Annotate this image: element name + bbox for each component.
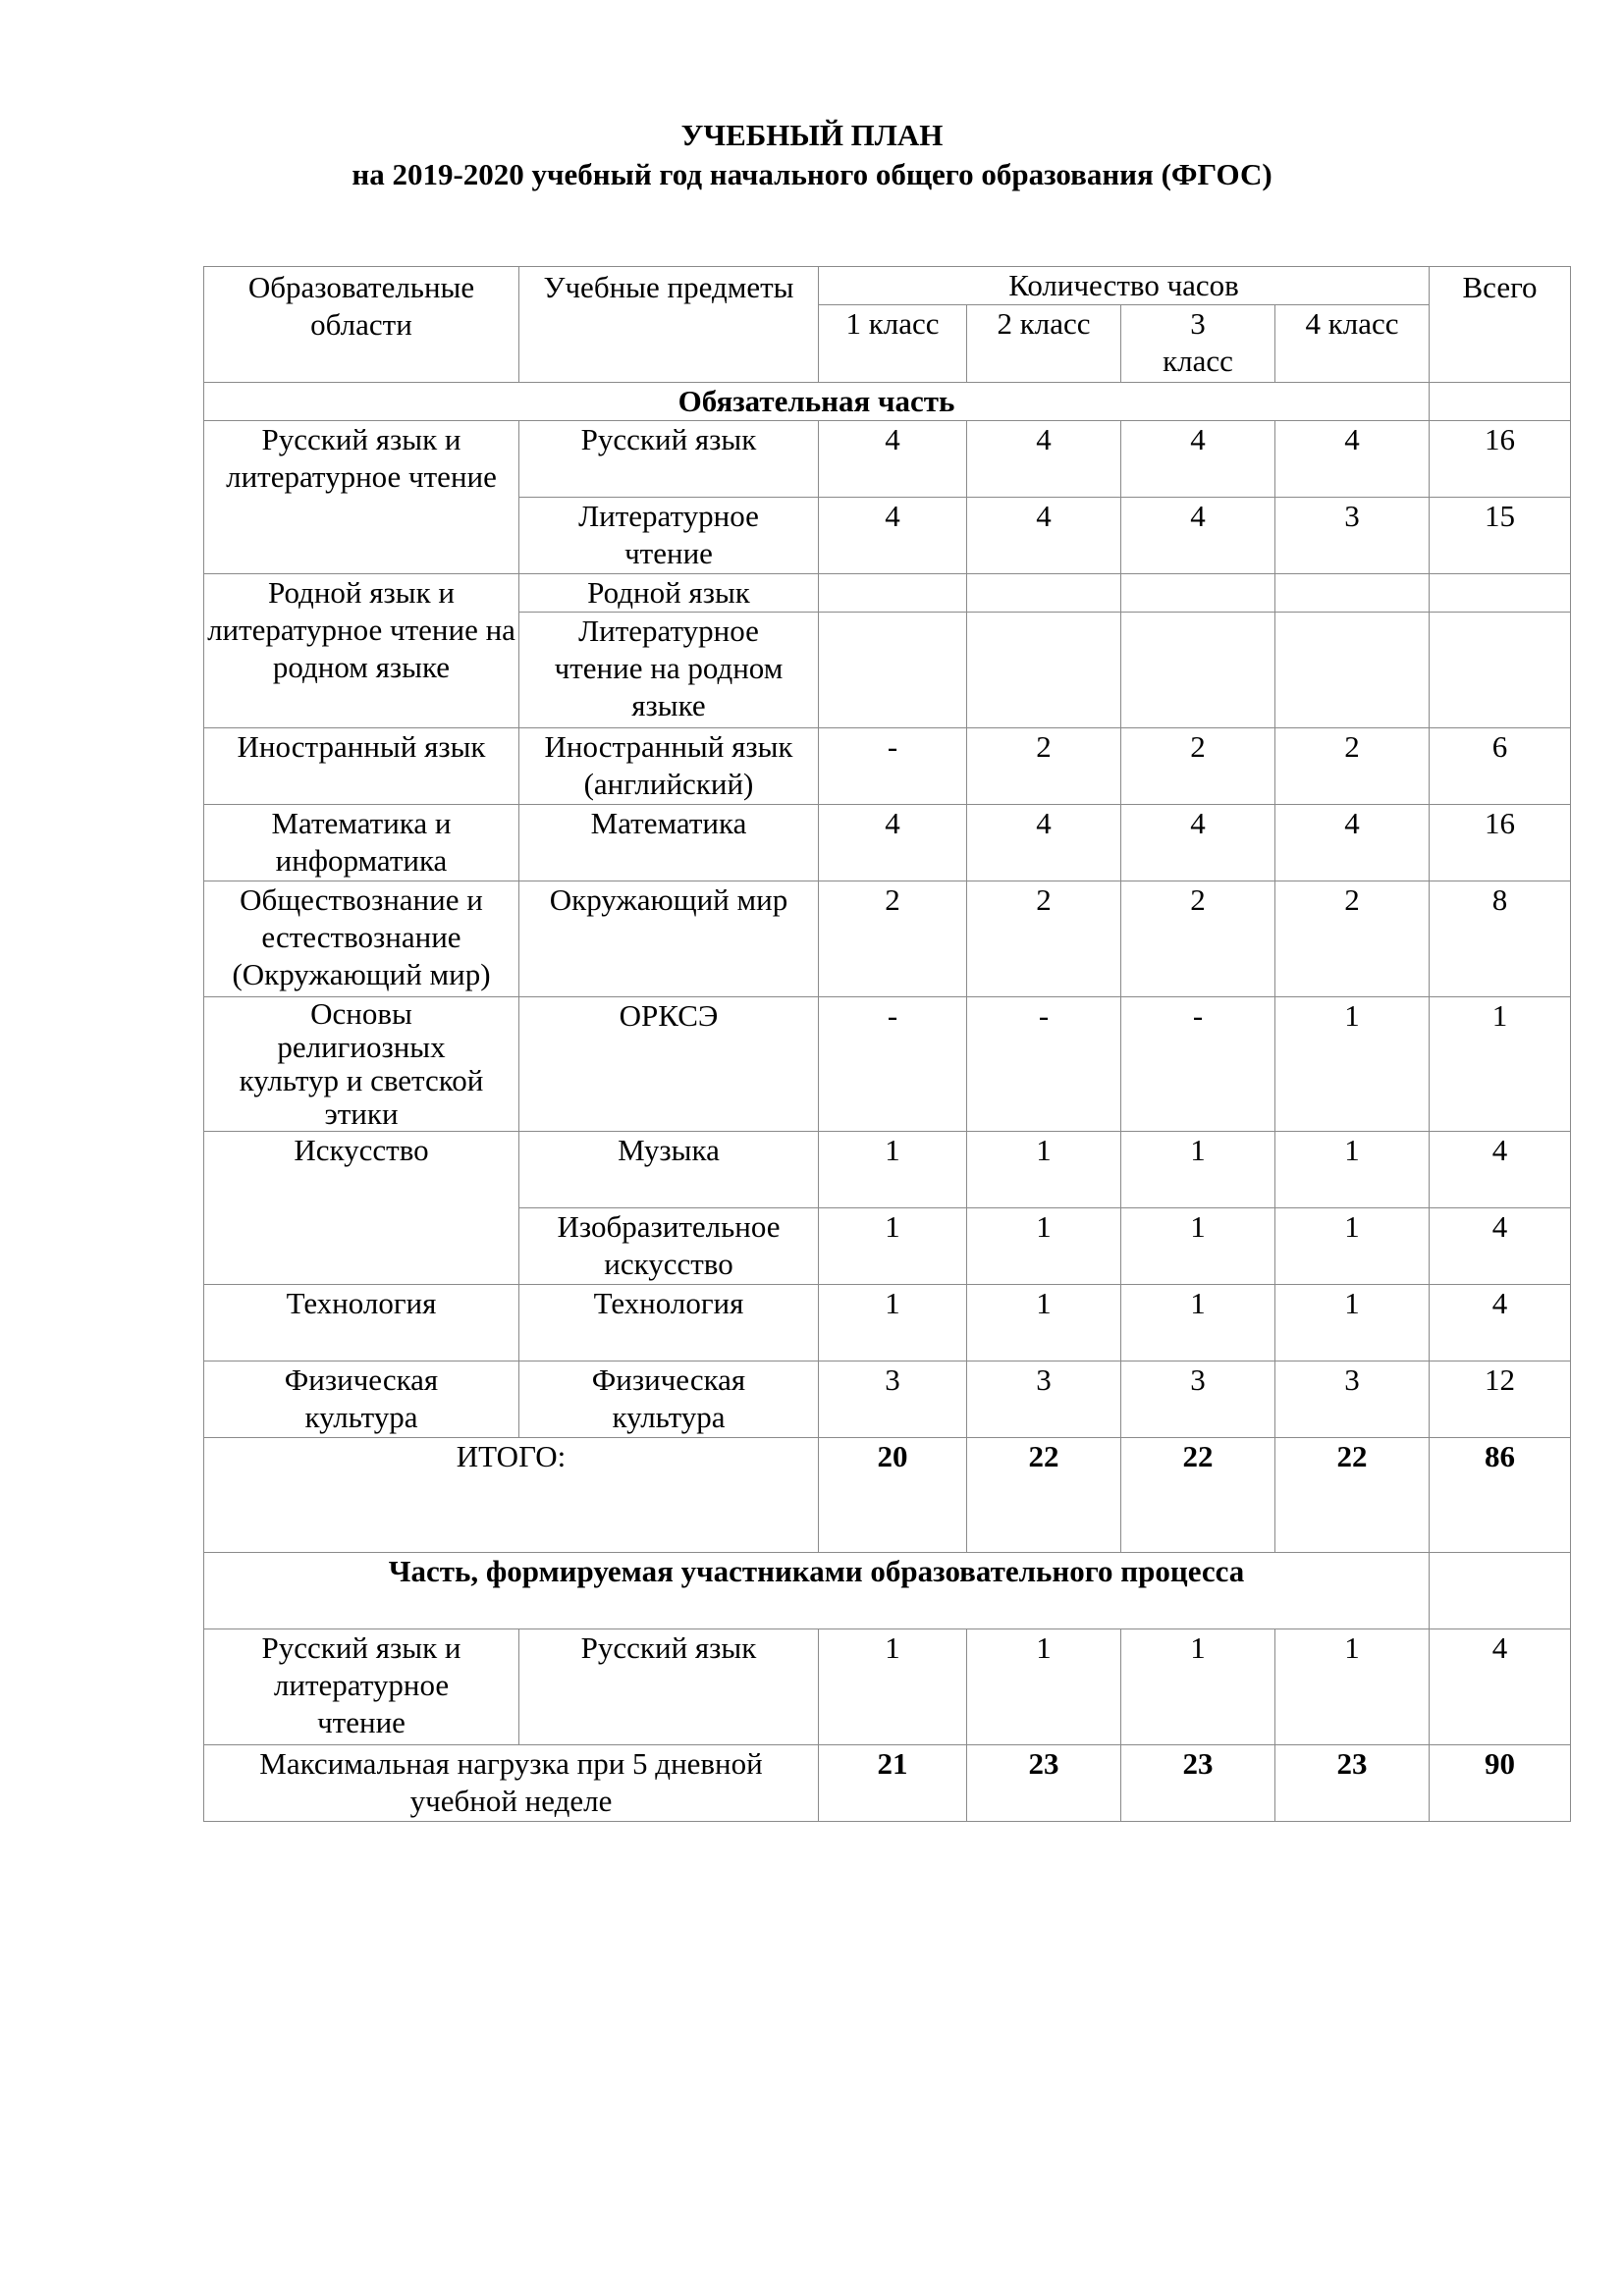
subject-cell: Математика <box>519 805 819 881</box>
hours-cell: 2 <box>1121 728 1275 805</box>
hours-cell: 1 <box>1275 1285 1430 1362</box>
area-cell: Русский язык и литературное чтение <box>204 421 519 574</box>
hours-cell: 4 <box>819 421 967 498</box>
max-load-cell: 23 <box>967 1745 1121 1822</box>
total-cell: 4 <box>1430 1208 1571 1285</box>
header-areas: Образовательные области <box>204 267 519 383</box>
hours-cell: 1 <box>1275 1629 1430 1745</box>
hours-cell: 1 <box>1121 1629 1275 1745</box>
hours-cell: 4 <box>1121 421 1275 498</box>
subject-cell: Литературное чтение на родном языке <box>519 613 819 728</box>
area-cell: Физическая культура <box>204 1362 519 1438</box>
hours-cell <box>1275 574 1430 613</box>
total-cell: 16 <box>1430 421 1571 498</box>
curriculum-table <box>203 266 1571 1822</box>
area-cell: Русский язык и литературное чтение <box>204 1629 519 1745</box>
total-cell: 4 <box>1430 1629 1571 1745</box>
total-cell: 6 <box>1430 728 1571 805</box>
subject-cell: Литературное чтение <box>519 498 819 574</box>
header-total: Всего <box>1430 267 1571 383</box>
hours-cell: 4 <box>1275 421 1430 498</box>
hours-cell <box>967 613 1121 728</box>
page-title: УЧЕБНЫЙ ПЛАН <box>680 118 944 152</box>
hours-cell: 1 <box>819 1285 967 1362</box>
total-cell: 8 <box>1430 881 1571 997</box>
subject-cell: Технология <box>519 1285 819 1362</box>
hours-cell <box>1121 574 1275 613</box>
max-load-cell: 23 <box>1121 1745 1275 1822</box>
hours-cell: 1 <box>967 1208 1121 1285</box>
total-cell: 1 <box>1430 997 1571 1132</box>
hours-cell: 1 <box>1275 1208 1430 1285</box>
hours-cell: 4 <box>967 805 1121 881</box>
hours-cell: 3 <box>1275 498 1430 574</box>
area-cell: Основы религиозных культур и светской этики <box>204 997 519 1132</box>
hours-cell: 1 <box>1121 1132 1275 1208</box>
hours-cell: 4 <box>1121 498 1275 574</box>
itogo-cell: 22 <box>967 1438 1121 1553</box>
hours-cell: 1 <box>967 1629 1121 1745</box>
hours-cell: 4 <box>967 421 1121 498</box>
hours-cell: 2 <box>967 881 1121 997</box>
max-load-label: Максимальная нагрузка при 5 дневной учебной неделе <box>204 1745 819 1822</box>
header-class-4: 4 класс <box>1275 305 1430 383</box>
subject-cell: Русский язык <box>519 1629 819 1745</box>
max-load-cell: 23 <box>1275 1745 1430 1822</box>
itogo-label: ИТОГО: <box>204 1438 819 1553</box>
hours-cell: 1 <box>1121 1285 1275 1362</box>
section-variable-total <box>1430 1553 1571 1629</box>
header-hours: Количество часов <box>819 267 1430 305</box>
header-subjects: Учебные предметы <box>519 267 819 383</box>
hours-cell <box>819 574 967 613</box>
hours-cell: 1 <box>967 1285 1121 1362</box>
section-variable: Часть, формируемая участниками образовательного процесса <box>204 1553 1430 1629</box>
total-cell: 12 <box>1430 1362 1571 1438</box>
header-class-2: 2 класс <box>967 305 1121 383</box>
hours-cell: 2 <box>1121 881 1275 997</box>
hours-cell: 1 <box>1121 1208 1275 1285</box>
header-class-1: 1 класс <box>819 305 967 383</box>
hours-cell: 3 <box>967 1362 1121 1438</box>
page-subtitle: на 2019-2020 учебный год начального общего образования (ФГОС) <box>352 157 1272 191</box>
hours-cell <box>819 613 967 728</box>
itogo-total: 86 <box>1430 1438 1571 1553</box>
hours-cell: 4 <box>1121 805 1275 881</box>
subject-cell: Изобразительное искусство <box>519 1208 819 1285</box>
subject-cell: Иностранный язык (английский) <box>519 728 819 805</box>
hours-cell: - <box>1121 997 1275 1132</box>
section-mandatory-total <box>1430 383 1571 421</box>
area-cell: Математика и информатика <box>204 805 519 881</box>
hours-cell: 2 <box>819 881 967 997</box>
itogo-cell: 22 <box>1275 1438 1430 1553</box>
total-cell <box>1430 613 1571 728</box>
hours-cell: 1 <box>819 1629 967 1745</box>
hours-cell: 4 <box>819 498 967 574</box>
hours-cell: 4 <box>967 498 1121 574</box>
total-cell: 4 <box>1430 1285 1571 1362</box>
header-class-3: 3 класс <box>1121 305 1275 383</box>
section-mandatory: Обязательная часть <box>204 383 1430 421</box>
hours-cell <box>967 574 1121 613</box>
hours-cell: 3 <box>1275 1362 1430 1438</box>
area-cell: Родной язык и литературное чтение на родном языке <box>204 574 519 728</box>
subject-cell: Русский язык <box>519 421 819 498</box>
hours-cell: - <box>819 728 967 805</box>
hours-cell: 2 <box>1275 728 1430 805</box>
total-cell: 16 <box>1430 805 1571 881</box>
hours-cell <box>1275 613 1430 728</box>
hours-cell: 1 <box>1275 1132 1430 1208</box>
itogo-cell: 20 <box>819 1438 967 1553</box>
hours-cell: 2 <box>1275 881 1430 997</box>
area-cell: Искусство <box>204 1132 519 1285</box>
hours-cell <box>1121 613 1275 728</box>
itogo-cell: 22 <box>1121 1438 1275 1553</box>
hours-cell: 4 <box>1275 805 1430 881</box>
max-load-cell: 21 <box>819 1745 967 1822</box>
total-cell <box>1430 574 1571 613</box>
hours-cell: 1 <box>1275 997 1430 1132</box>
subject-cell: Музыка <box>519 1132 819 1208</box>
hours-cell: - <box>819 997 967 1132</box>
area-cell: Иностранный язык <box>204 728 519 805</box>
hours-cell: 1 <box>819 1132 967 1208</box>
total-cell: 15 <box>1430 498 1571 574</box>
hours-cell: 1 <box>967 1132 1121 1208</box>
hours-cell: 3 <box>819 1362 967 1438</box>
subject-cell: Окружающий мир <box>519 881 819 997</box>
hours-cell: 4 <box>819 805 967 881</box>
max-load-total: 90 <box>1430 1745 1571 1822</box>
hours-cell: - <box>967 997 1121 1132</box>
subject-cell: Родной язык <box>519 574 819 613</box>
area-cell: Обществознание и естествознание (Окружающий мир) <box>204 881 519 997</box>
subject-cell: ОРКСЭ <box>519 997 819 1132</box>
hours-cell: 3 <box>1121 1362 1275 1438</box>
hours-cell: 2 <box>967 728 1121 805</box>
area-cell: Технология <box>204 1285 519 1362</box>
hours-cell: 1 <box>819 1208 967 1285</box>
subject-cell: Физическая культура <box>519 1362 819 1438</box>
total-cell: 4 <box>1430 1132 1571 1208</box>
